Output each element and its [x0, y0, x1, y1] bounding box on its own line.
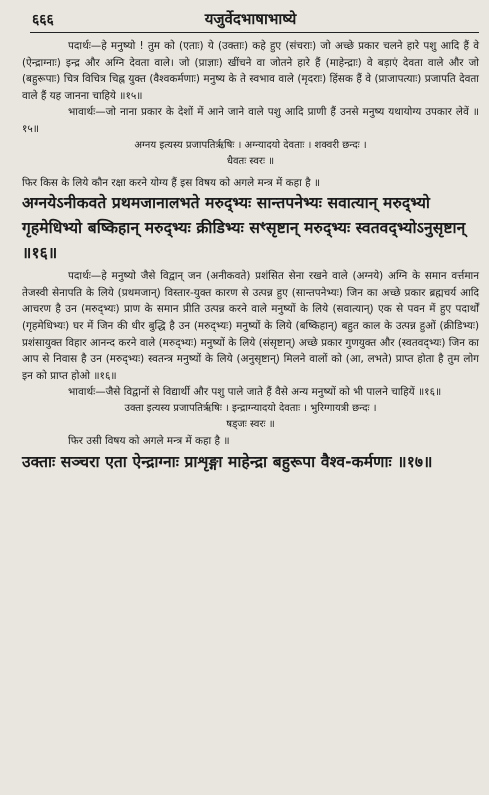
mantra-text: अग्नयेऽनीकवते प्रथमजानालभते मरुद्भ्यः सान्तपनेभ्यः सवात्यान् मरुद्भ्यो गृहमेधिभ्यो बष्किहान् मरुद्भ्यः क्रीडिभ्यः सꣳसृष्टान् मरुद्भ्यः स्वतवद्भ्योऽनुसृष्टान् ॥१६॥: [22, 194, 466, 263]
paragraph: फिर उसी विषय को अगले मन्त्र में कहा है ॥: [68, 434, 230, 447]
mantra-attribution: उक्ता इत्यस्य प्रजापतिर्ऋषिः । इन्द्राग्न्यादयो देवताः । भुरिग्गायत्री छन्दः ।: [124, 402, 377, 414]
paragraph: पदार्थः—हे मनुष्यो ! तुम को (एताः) ये (उक्ताः) कहे हुए (संचराः) जो अच्छे प्रकार चलने हारे पशु आदि हैं वे (ऐन्द्राग्नाः) इन्द्र और अग्नि देवता वाले। जो (प्राज्ञाः) खींचने वा जोतने हारे हैं (माहेन्द्राः) वे बड़ाएं देवता वाले और जो (बहुरूपाः) चित्र विचित्र चिह्न युक्त (वैश्वकर्मणाः) मनुष्य के ते स्वभाव वाले (मृदराः) हिंसक हैं वे (प्राजापत्याः) प्रजापति देवता वाले हैं यह जानना चाहिये ॥१५॥: [22, 40, 479, 102]
mantra-text: उक्ताः सञ्चरा एता ऐन्द्राग्नाः प्राशृङ्गा माहेन्द्रा बहुरूपा वैश्व-कर्मणाः ॥१७॥: [22, 452, 433, 471]
paragraph: पदार्थः—हे मनुष्यो जैसे विद्वान् जन (अनीकवते) प्रशंसित सेना रखने वाले (अग्नये) अग्नि के समान वर्त्तमान तेजस्वी सेनापति के लिये (प्रथमजान्) विस्तार-युक्त कारण से उत्पन्न हुए (सान्तपनेभ्यः) जिन का अच्छे प्रकार ब्रह्मचर्य आदि आचरण है उन (मरुद्भ्यः) प्राण के समान प्रीति उत्पन्न करने वाले मनुष्यों के लिये (सवात्यान्) एक से पवन में हुए पदार्थों (गृहमेधिभ्यः) घर में जिन की धीर बुद्धि है उन (मरुद्भ्यः) मनुष्यों के लिये (बष्किहान्) बहुत काल के उत्पन्न हुओं (क्रीडिभ्यः) प्रशंसायुक्त विहार आनन्द करने वाले (मरुद्भ्यः) मनुष्यों के लिये (संसृष्टान्) अच्छे प्रकार गुणयुक्त और (स्वतवद्भ्यः) जिन का आप से निवास है उन (मरुद्भ्यः) स्वतन्त्र मनुष्यों के लिये (अनुसृष्टान्) मिलने वालों को (आ, लभते) प्राप्त होता है तुम लोग इन को प्राप्त होओ ॥१६॥: [22, 270, 479, 382]
paragraph: फिर किस के लिये कौन रक्षा करने योग्य हैं इस विषय को अगले मन्त्र में कहा है ॥: [22, 176, 321, 189]
mantra-attribution: अग्नय इत्यस्य प्रजापतिर्ऋषिः । अग्न्यादयो देवताः । शक्वरी छन्दः ।: [134, 139, 367, 151]
mantra-attribution: षड्जः स्वरः ॥: [226, 418, 275, 430]
page-number: ६६६: [32, 12, 54, 28]
paragraph: भावार्थः—जो नाना प्रकार के देशों में आने जाने वाले पशु आदि प्राणी हैं उनसे मनुष्य यथायोग्य उपकार लेवें ॥१५॥: [22, 106, 479, 135]
running-title: यजुर्वेदभाषाभाष्ये: [204, 10, 297, 28]
page-header: [22, 6, 479, 32]
paragraph: भावार्थः—जैसे विद्वानों से विद्यार्थी और पशु पाले जाते हैं वैसे अन्य मनुष्यों को भी पालने चाहियें ॥१६॥: [68, 386, 442, 399]
page-body: [22, 38, 479, 475]
header-rule: [30, 32, 479, 33]
mantra-attribution: धैवतः स्वरः ॥: [226, 155, 275, 167]
